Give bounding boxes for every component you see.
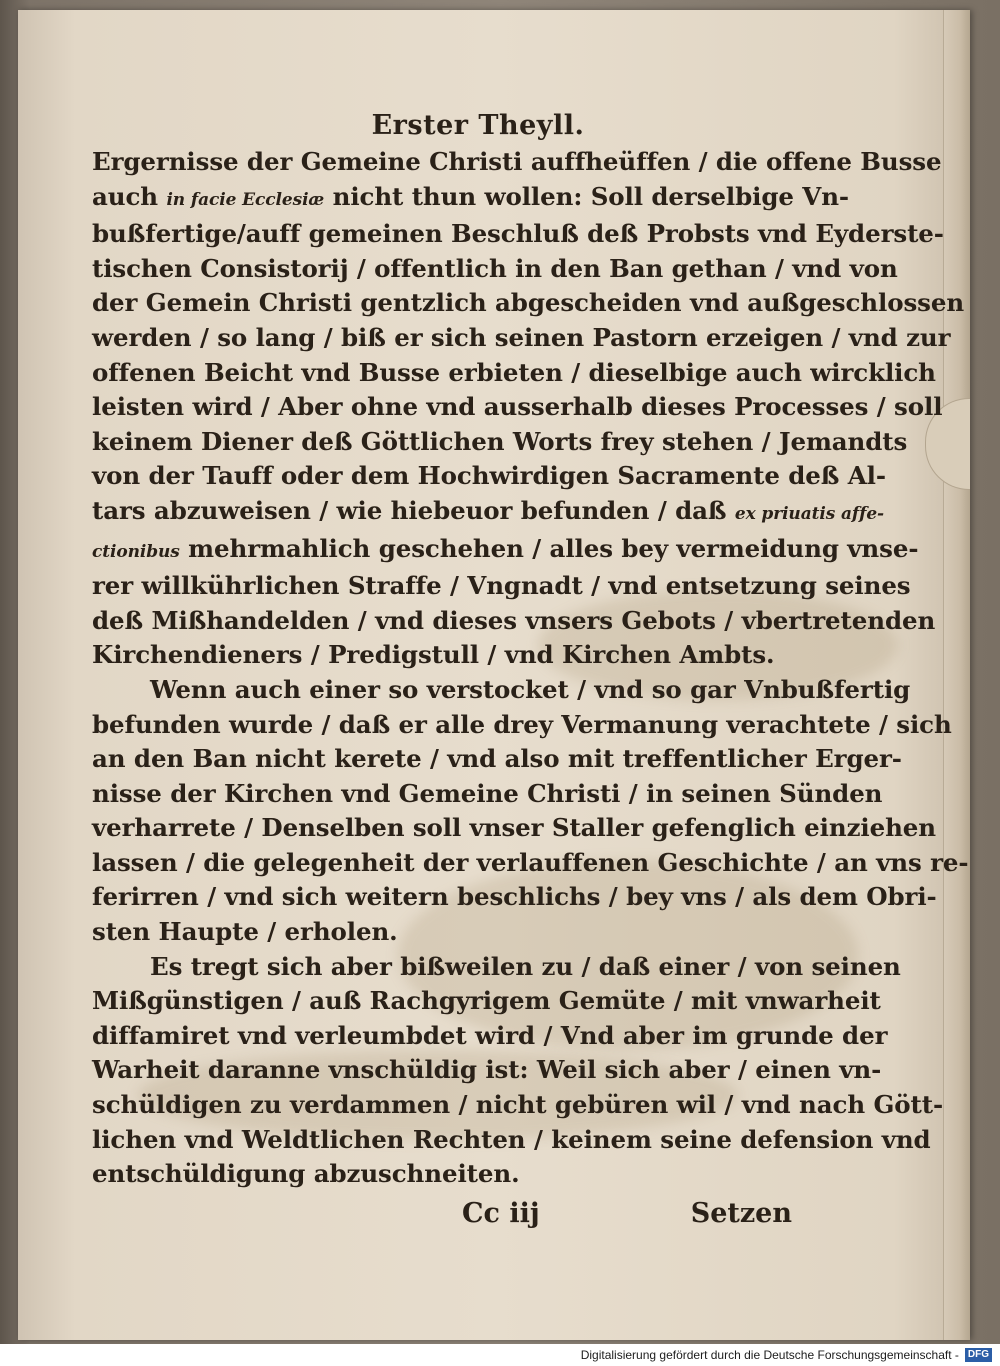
line-text: werden / so lang / biß er sich seinen Pastorn erzeigen / vnd zur xyxy=(92,322,951,352)
text-line xyxy=(92,708,952,743)
text-line xyxy=(92,1123,931,1158)
line-text: nicht thun wollen: Soll derselbige Vn- xyxy=(324,181,849,211)
text-line xyxy=(92,217,944,252)
line-text: verharrete / Denselben soll vnser Staller gefenglich einziehen xyxy=(92,813,936,843)
text-lines xyxy=(92,145,969,1192)
line-text: diffamiret vnd verleumbdet wird / Vnd aber im grunde der xyxy=(92,1020,888,1050)
text-line xyxy=(92,742,902,777)
line-text: Mißgünstigen / auß Rachgyrigem Gemüte / mit vnwarheit xyxy=(92,986,881,1016)
credit-text: Digitalisierung gefördert durch die Deutsche Forschungsgemeinschaft - xyxy=(580,1348,959,1362)
line-text: der Gemein Christi gentzlich abgescheiden vnd außgeschlossen xyxy=(92,288,965,318)
line-text: mehrmahlich geschehen / alles bey vermeidung vnse- xyxy=(179,533,919,563)
page-text xyxy=(92,110,969,1229)
latin-phrase: ctionibus xyxy=(92,541,180,562)
page-edge xyxy=(943,10,970,1340)
line-text: ferirren / vnd sich weitern beschlichs / bey vns / als dem Obri- xyxy=(92,882,937,912)
line-text: lassen / die gelegenheit der verlauffenen Geschichte / an vns re- xyxy=(92,847,969,877)
line-text: keinem Diener deß Göttlichen Worts frey stehen / Jemandts xyxy=(92,426,908,456)
text-line xyxy=(92,880,937,915)
line-text: Warheit daranne vnschüldig ist: Weil sich aber / einen vn- xyxy=(92,1055,882,1085)
text-line xyxy=(92,180,849,218)
text-line xyxy=(92,846,969,881)
text-line xyxy=(92,252,898,287)
catchword: Setzen xyxy=(690,1197,792,1229)
text-line xyxy=(92,356,936,391)
line-text: nisse der Kirchen vnd Gemeine Christi / in seinen Sünden xyxy=(92,778,883,808)
dfg-logo: DFG xyxy=(965,1348,992,1362)
line-text: Es tregt sich aber bißweilen zu / daß einer / von seinen xyxy=(150,951,901,981)
latin-phrase: in facie Ecclesiæ xyxy=(166,189,325,210)
text-line xyxy=(92,1019,888,1054)
line-text: offenen Beicht vnd Busse erbieten / dieselbige auch wircklich xyxy=(92,357,936,387)
line-text: lichen vnd Weldtlichen Rechten / keinem seine defension vnd xyxy=(92,1124,931,1154)
text-line xyxy=(92,950,901,985)
text-line xyxy=(92,494,885,532)
line-text: deß Mißhandelden / vnd dieses vnsers Gebots / vbertretenden xyxy=(92,605,936,635)
running-head: Erster Theyll. xyxy=(371,110,585,141)
text-line xyxy=(92,811,936,846)
line-text: befunden wurde / daß er alle drey Vermanung verachtete / sich xyxy=(92,709,952,739)
text-line xyxy=(92,984,881,1019)
line-text: auch xyxy=(92,181,167,211)
text-line xyxy=(92,569,911,604)
text-line xyxy=(92,321,951,356)
text-line xyxy=(92,1053,882,1088)
line-text: entschüldigung abzuschneiten. xyxy=(92,1159,520,1189)
text-line xyxy=(92,390,943,425)
text-line xyxy=(92,777,883,812)
digitization-credit-bar xyxy=(0,1344,1000,1366)
text-line xyxy=(92,145,942,180)
line-text: rer willkührlichen Straffe / Vngnadt / vnd entsetzung seines xyxy=(92,571,911,601)
text-line xyxy=(92,915,792,950)
line-text: an den Ban nicht kerete / vnd also mit treffentlicher Erger- xyxy=(92,744,902,774)
text-line xyxy=(92,604,936,639)
line-text: von der Tauff oder dem Hochwirdigen Sacramente deß Al- xyxy=(92,461,886,491)
line-text: leisten wird / Aber ohne vnd ausserhalb dieses Processes / soll xyxy=(92,392,943,422)
line-text: tischen Consistorij / offentlich in den Ban gethan / vnd von xyxy=(92,253,898,283)
text-line xyxy=(92,1088,944,1123)
page-footer-row xyxy=(92,1198,792,1229)
text-line xyxy=(92,459,886,494)
signature-mark: Cc iij xyxy=(462,1197,540,1229)
latin-phrase: ex priuatis affe- xyxy=(734,503,885,524)
line-text: Wenn auch einer so verstocket / vnd so gar Vnbußfertig xyxy=(150,674,911,704)
line-text: sten Haupte / erholen. xyxy=(92,917,398,947)
text-line xyxy=(92,673,911,708)
line-text: Ergernisse der Gemeine Christi auffheüffen / die offene Busse xyxy=(92,147,942,176)
text-line xyxy=(92,532,919,570)
line-text: schüldigen zu verdammen / nicht gebüren wil / vnd nach Gött- xyxy=(92,1090,944,1120)
text-line xyxy=(92,286,965,321)
line-text: tars abzuweisen / wie hiebeuor befunden / daß xyxy=(92,495,735,525)
line-text: bußfertige/auff gemeinen Beschluß deß Probsts vnd Eyderste- xyxy=(92,219,944,249)
line-text: Kirchendieners / Predigstull / vnd Kirchen Ambts. xyxy=(92,640,775,670)
text-line xyxy=(92,425,908,460)
text-line xyxy=(92,638,792,673)
text-line xyxy=(92,1157,792,1192)
